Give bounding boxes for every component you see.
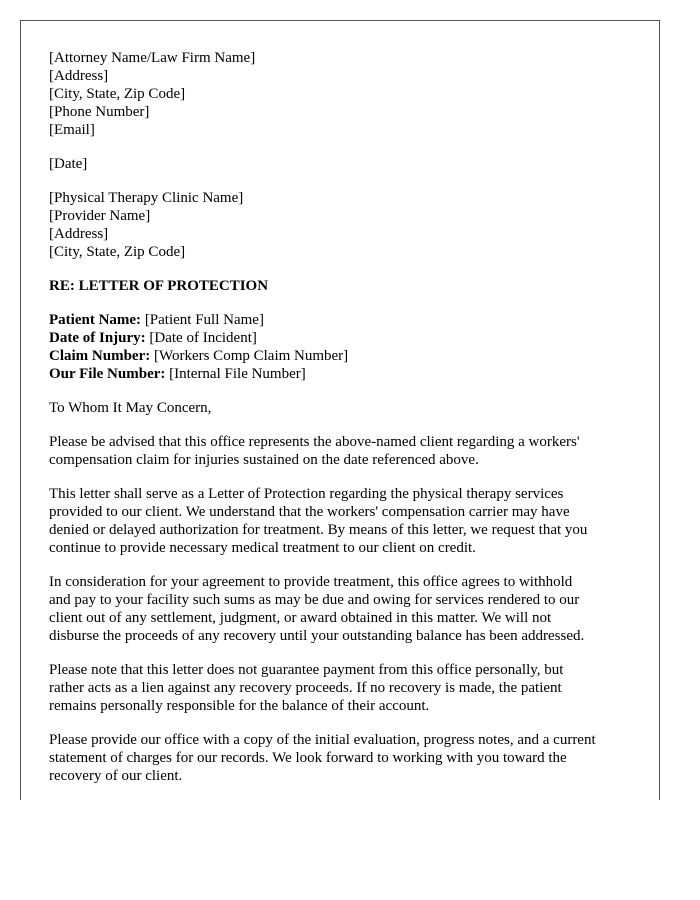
sender-city-state-zip: [City, State, Zip Code] bbox=[49, 86, 186, 102]
sender-phone: [Phone Number] bbox=[49, 104, 150, 120]
sender-name: [Attorney Name/Law Firm Name] bbox=[49, 50, 256, 66]
paragraph-line: provided to our client. We understand that the workers' compensation carrier may have bbox=[49, 504, 570, 520]
detail-row bbox=[49, 365, 641, 383]
body-paragraph bbox=[49, 573, 641, 645]
paragraph-line: In consideration for your agreement to provide treatment, this office agrees to withhold bbox=[49, 574, 573, 590]
paragraph-line: recovery of our client. bbox=[49, 768, 183, 784]
recipient-block bbox=[49, 189, 641, 261]
recipient-provider: [Provider Name] bbox=[49, 208, 151, 224]
detail-label: Date of Injury: bbox=[49, 330, 146, 346]
detail-value: [Workers Comp Claim Number] bbox=[150, 348, 349, 364]
paragraph-line: client out of any settlement, judgment, or award obtained in this matter. We will not bbox=[49, 610, 552, 626]
paragraph-line: compensation claim for injuries sustained on the date referenced above. bbox=[49, 452, 479, 468]
paragraph-line: statement of charges for our records. We look forward to working with you toward the bbox=[49, 750, 567, 766]
paragraph-line: and pay to your facility such sums as may be due and owing for services rendered to our bbox=[49, 592, 580, 608]
letter-page bbox=[20, 20, 660, 800]
detail-value: [Date of Incident] bbox=[145, 330, 257, 346]
detail-value: [Patient Full Name] bbox=[141, 312, 264, 328]
paragraph-line: rather acts as a lien against any recovery proceeds. If no recovery is made, the patient bbox=[49, 680, 562, 696]
recipient-city-state-zip: [City, State, Zip Code] bbox=[49, 244, 186, 260]
paragraph-line: denied or delayed authorization for treatment. By means of this letter, we request that you bbox=[49, 522, 588, 538]
detail-label: Our File Number: bbox=[49, 366, 166, 382]
date-block bbox=[49, 155, 641, 173]
detail-label: Claim Number: bbox=[49, 348, 151, 364]
details-block bbox=[49, 311, 641, 383]
body-paragraph bbox=[49, 485, 641, 557]
paragraph-line: continue to provide necessary medical treatment to our client on credit. bbox=[49, 540, 476, 556]
recipient-address: [Address] bbox=[49, 226, 109, 242]
paragraph-line: Please be advised that this office represents the above-named client regarding a workers' bbox=[49, 434, 580, 450]
sender-address: [Address] bbox=[49, 68, 109, 84]
subject-line: RE: LETTER OF PROTECTION bbox=[49, 278, 269, 294]
salutation: To Whom It May Concern, bbox=[49, 400, 212, 416]
paragraph-line: remains personally responsible for the balance of their account. bbox=[49, 698, 430, 714]
letter-content bbox=[49, 49, 641, 801]
detail-row bbox=[49, 311, 641, 329]
body-paragraph bbox=[49, 433, 641, 469]
detail-row bbox=[49, 329, 641, 347]
detail-row bbox=[49, 347, 641, 365]
paragraph-line: disburse the proceeds of any recovery until your outstanding balance has been addressed. bbox=[49, 628, 585, 644]
recipient-clinic: [Physical Therapy Clinic Name] bbox=[49, 190, 244, 206]
body-paragraph bbox=[49, 661, 641, 715]
sender-email: [Email] bbox=[49, 122, 95, 138]
sender-block bbox=[49, 49, 641, 139]
detail-value: [Internal File Number] bbox=[165, 366, 306, 382]
paragraph-line: This letter shall serve as a Letter of Protection regarding the physical therapy services bbox=[49, 486, 564, 502]
detail-label: Patient Name: bbox=[49, 312, 142, 328]
body-paragraph bbox=[49, 731, 641, 785]
letter-date: [Date] bbox=[49, 156, 88, 172]
paragraph-line: Please note that this letter does not guarantee payment from this office personally, but bbox=[49, 662, 564, 678]
paragraph-line: Please provide our office with a copy of the initial evaluation, progress notes, and a current bbox=[49, 732, 596, 748]
